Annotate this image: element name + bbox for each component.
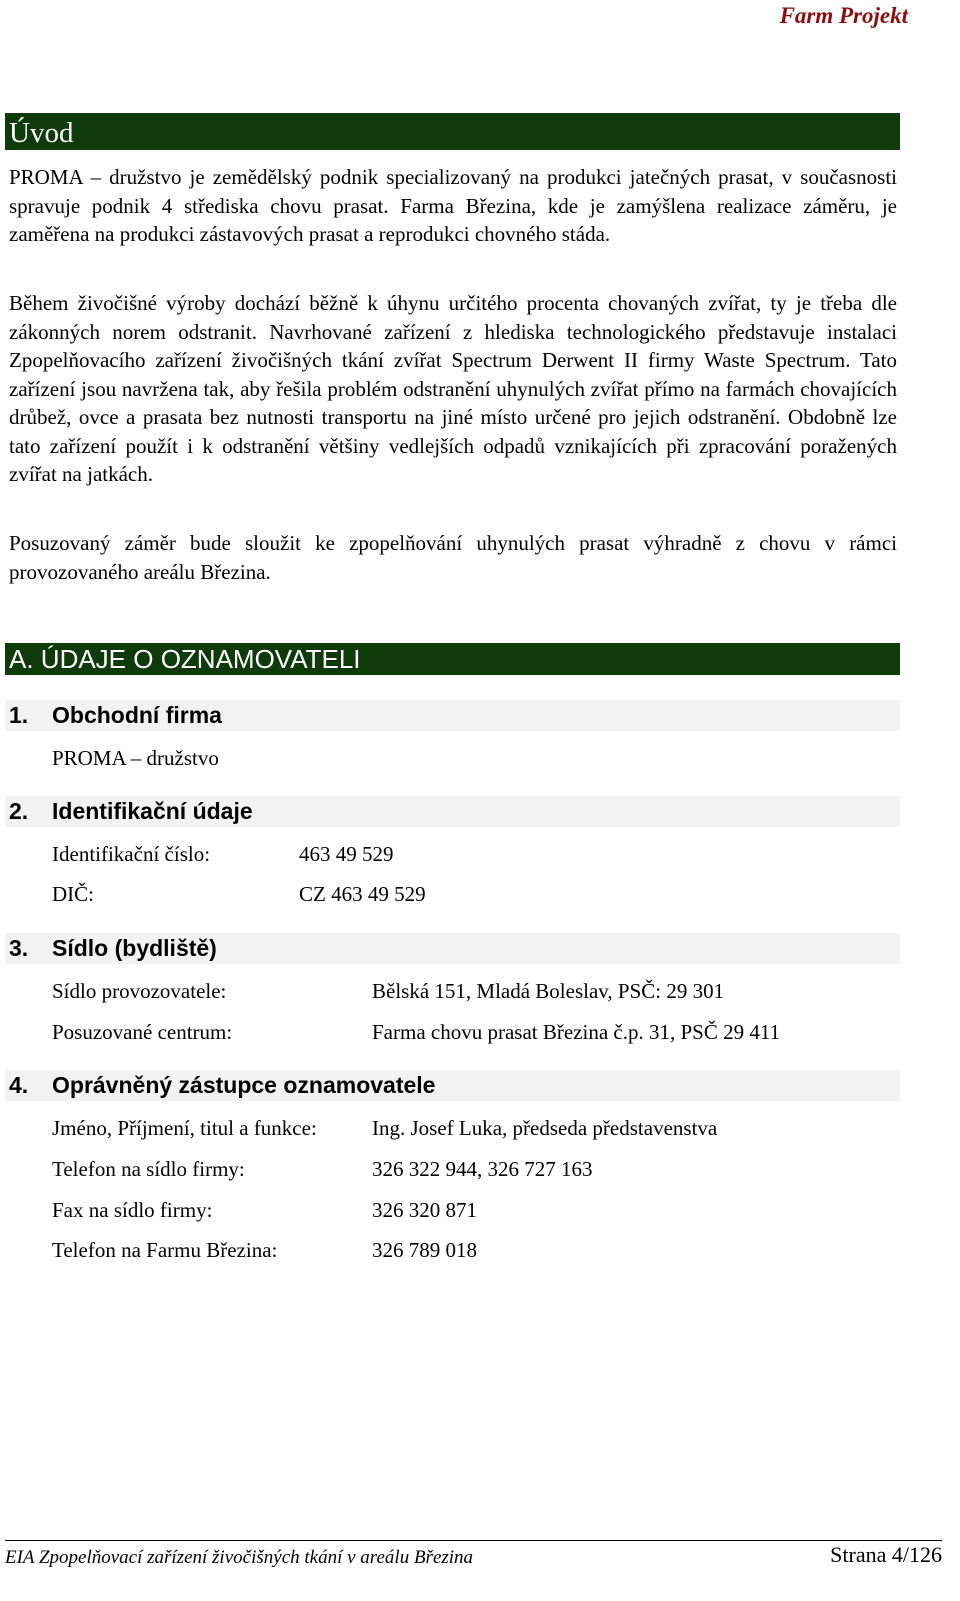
subsection-title: Obchodní firma (52, 702, 222, 728)
section-a-title: A. ÚDAJE O OZNAMOVATELI (9, 644, 361, 674)
vat-id-label: DIČ: (52, 882, 94, 906)
company-fax-value: 326 320 871 (372, 1198, 477, 1222)
page-footer (5, 1540, 942, 1581)
assessed-centre-label: Posuzované centrum: (52, 1020, 233, 1044)
subsection-number: 4. (9, 1072, 29, 1098)
id-number-label: Identifikační číslo: (52, 842, 211, 866)
subsection-2-heading (5, 796, 900, 827)
subsection-number: 2. (9, 798, 29, 824)
header-brand: Farm Projekt (779, 3, 908, 28)
intro-title-bar (5, 113, 900, 150)
intro-paragraph-3: Posuzovaný záměr bude sloužit ke zpopelňování uhynulých prasat výhradně z chovu v rámci provozovaného areálu Březina. (9, 531, 897, 584)
operator-seat-value: Bělská 151, Mladá Boleslav, PSČ: 29 301 (372, 979, 725, 1003)
representative-label: Jméno, Příjmení, titul a funkce: (52, 1116, 317, 1140)
vat-id-value: CZ 463 49 529 (299, 882, 426, 906)
company-name-value: PROMA – družstvo (52, 746, 219, 770)
subsection-title: Sídlo (bydliště) (52, 935, 217, 961)
id-number-value: 463 49 529 (299, 842, 394, 866)
subsection-4-heading (5, 1070, 900, 1101)
farm-phone-value: 326 789 018 (372, 1238, 477, 1262)
subsection-3-heading (5, 933, 900, 964)
subsection-title: Oprávněný zástupce oznamovatele (52, 1072, 436, 1098)
subsection-number: 3. (9, 935, 29, 961)
operator-seat-label: Sídlo provozovatele: (52, 979, 227, 1003)
intro-paragraph-1: PROMA – družstvo je zemědělský podnik specializovaný na produkci jatečných prasat, v současnosti spravuje podnik 4 střediska chovu prasat. Farma Březina, kde je zamýšlena realizace záměru, je zaměřena na produkci zástavových prasat a reprodukci chovného stáda. (9, 165, 897, 246)
section-a-title-bar (5, 643, 900, 675)
footer-page-number: Strana 4/126 (830, 1542, 942, 1567)
footer-document-title: EIA Zpopelňovací zařízení živočišných tkání v areálu Březina (5, 1547, 474, 1568)
subsection-title: Identifikační údaje (52, 798, 253, 824)
farm-phone-label: Telefon na Farmu Březina: (52, 1238, 278, 1262)
company-phone-label: Telefon na sídlo firmy: (52, 1157, 245, 1181)
intro-paragraph-2: Během živočišné výroby dochází běžně k úhynu určitého procenta chovaných zvířat, ty je třeba dle zákonných norem odstranit. Navrhované zařízení z hlediska technologického představuje instalaci Zpopelňovacího zařízení živočišných tkání zvířat Spectrum Derwent II firmy Waste Spectrum. Tato zařízení jsou navržena tak, aby řešila problém odstranění uhynulých zvířat přímo na farmách chovajících drůbež, ovce a prasata bez nutnosti transportu na jiné místo určené pro jejich odstranění. Obdobně lze tato zařízení použít i k odstranění většiny vedlejších odpadů vznikajících při zpracování poražených zvířat na jatkách. (9, 291, 897, 486)
company-fax-label: Fax na sídlo firmy: (52, 1198, 213, 1222)
company-phone-value: 326 322 944, 326 727 163 (372, 1157, 593, 1181)
assessed-centre-value: Farma chovu prasat Březina č.p. 31, PSČ 29 411 (372, 1020, 781, 1044)
representative-value: Ing. Josef Luka, předseda představenstva (372, 1116, 718, 1140)
subsection-1-heading (5, 700, 900, 731)
intro-title: Úvod (9, 117, 74, 149)
subsection-number: 1. (9, 702, 29, 728)
